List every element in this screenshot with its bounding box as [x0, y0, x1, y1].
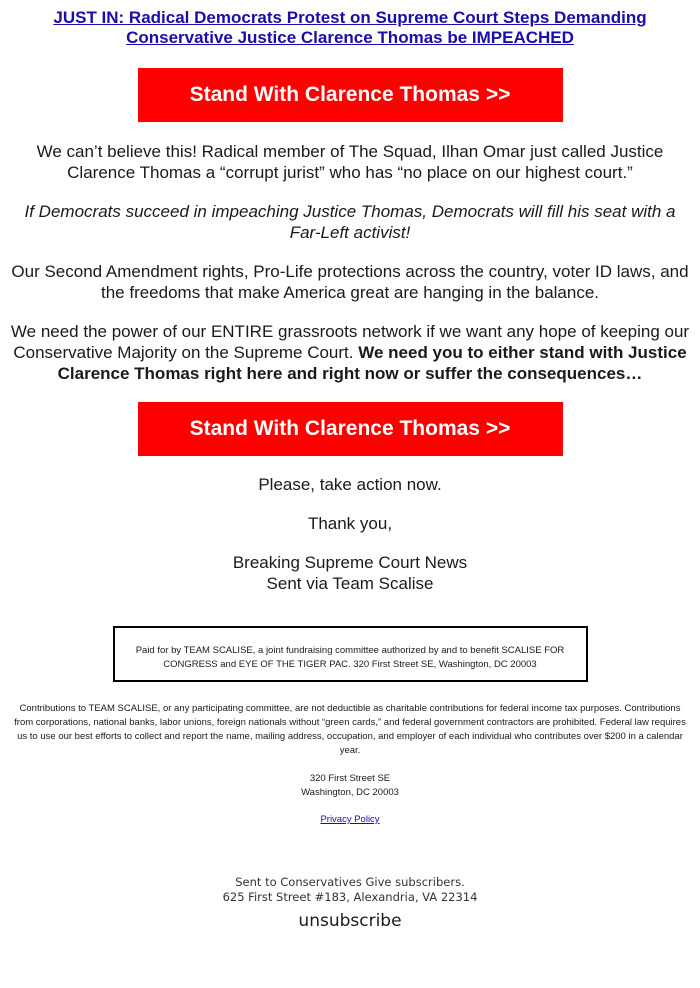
thank-you-text: Thank you, — [307, 514, 393, 533]
paid-for-disclaimer-box: Paid for by TEAM SCALISE, a joint fundraising committee authorized by and to benefit SCALISE FOR CONGRESS and EYE OF THE TIGER PAC. 320 First Street SE, Washington, DC 20003 — [113, 626, 588, 682]
take-action-text: Please, take action now. — [258, 475, 442, 494]
appeal-text: We need the power of our ENTIRE grassroots network if we want any hope of keeping our Conservative Majority on the Supreme Court. — [10, 322, 690, 362]
footer — [0, 875, 700, 929]
email-body — [0, 8, 700, 929]
signoff-line2: Sent via Team Scalise — [266, 574, 434, 593]
signoff-line1: Breaking Supreme Court News — [232, 553, 468, 572]
rights-paragraph: Our Second Amendment rights, Pro-Life protections across the country, voter ID laws, and the freedoms that make America great are hanging in the balance. — [11, 262, 689, 302]
appeal-bold-text: We need you to either stand with Justice Clarence Thomas right here and right now or suffer the consequences… — [57, 343, 687, 383]
intro-paragraph: We can’t believe this! Radical member of The Squad, Ilhan Omar just called Justice Clarence Thomas a “corrupt jurist” who has “no place on our highest court.” — [36, 142, 664, 182]
privacy-policy-link[interactable]: Privacy Policy — [320, 814, 380, 825]
headline-link[interactable]: JUST IN: Radical Democrats Protest on Supreme Court Steps Demanding Conservative Justice Clarence Thomas be IMPEACHED — [53, 8, 647, 47]
appeal-paragraph — [10, 321, 690, 384]
signoff — [0, 552, 700, 594]
footer-line1: Sent to Conservatives Give subscribers. — [235, 875, 465, 889]
address-line2: Washington, DC 20003 — [301, 787, 399, 798]
stand-with-thomas-button-top[interactable]: Stand With Clarence Thomas >> — [138, 68, 563, 122]
unsubscribe-link[interactable]: unsubscribe — [298, 911, 402, 931]
stand-with-thomas-button-bottom[interactable]: Stand With Clarence Thomas >> — [138, 402, 563, 456]
mailing-address — [12, 772, 688, 800]
address-line1: 320 First Street SE — [309, 773, 391, 784]
contributions-disclaimer: Contributions to TEAM SCALISE, or any participating committee, are not deductible as charitable contributions for federal income tax purposes. Contributions from corporations, national banks, labor unions, foreign nationals without “green cards,” and federal government contractors are prohibited. Federal law requires us to use our best efforts to collect and report the name, mailing address, occupation, and employer of each individual who contributes over $200 in a calendar year. — [14, 703, 686, 756]
warning-paragraph: If Democrats succeed in impeaching Justice Thomas, Democrats will fill his seat with a Far-Left activist! — [24, 202, 676, 242]
footer-line2: 625 First Street #183, Alexandria, VA 22314 — [222, 890, 478, 904]
